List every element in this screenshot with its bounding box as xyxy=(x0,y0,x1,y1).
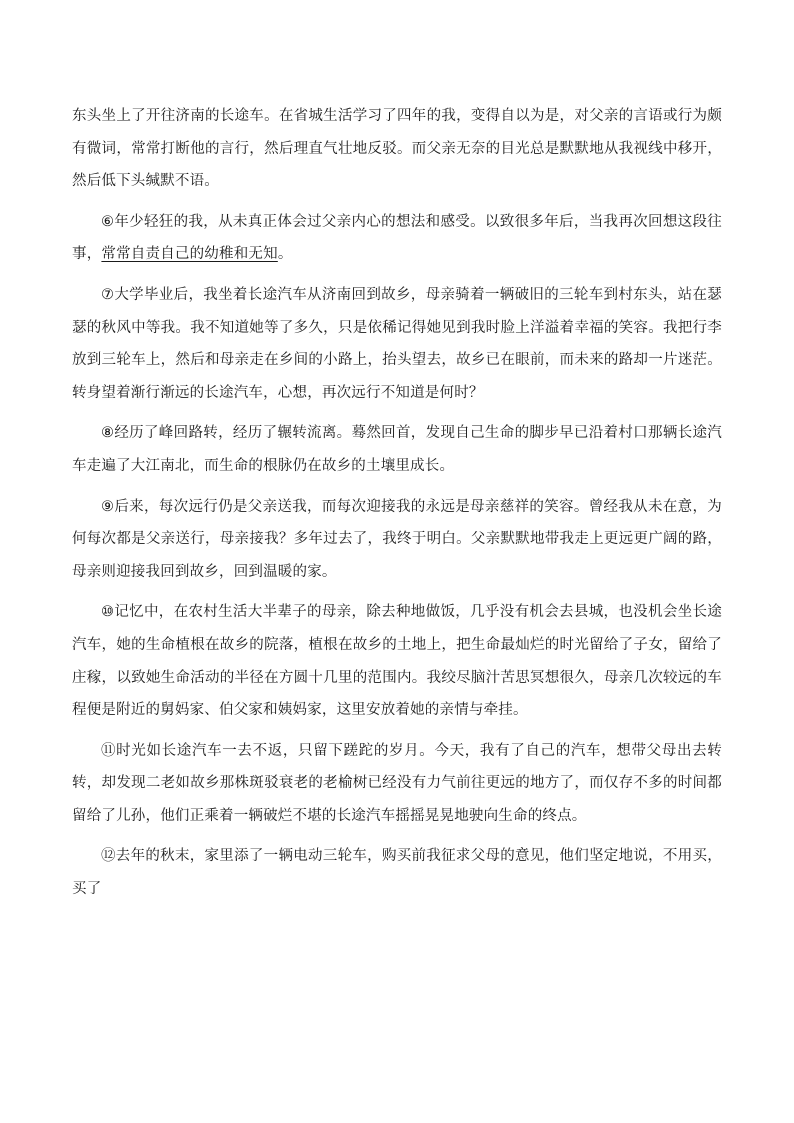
paragraph-10: ⑩记忆中，在农村生活大半辈子的母亲，除去种地做饭，几乎没有机会去县城，也没机会坐长途汽车，她的生命植根在故乡的院落，植根在故乡的土地上，把生命最灿烂的时光留给了子女，留给了庄稼，以致她生命活动的半径在方圆十几里的范围内。我绞尽脑汁苦思冥想很久，母亲几次较远的车程便是附近的舅妈家、伯父家和姨妈家，这里安放着她的亲情与牵挂。 xyxy=(72,604,722,719)
paragraph-6-text: ⑥年少轻狂的我，从未真正体会过父亲内心的想法和感受。以致很多年后，当我再次回想这段往事， xyxy=(72,213,722,263)
paragraph-11: ⑪时光如长途汽车一去不返，只留下蹉跎的岁月。今天，我有了自己的汽车，想带父母出去转转，却发现二老如故乡那株斑驳衰老的老榆树已经没有力气前往更远的地方了，而仅存不多的时间都留给了儿孙，他们正乘着一辆破烂不堪的长途汽车摇摇晃晃地驶向生命的终点。 xyxy=(72,742,722,824)
paragraph-8: ⑧经历了峰回路转，经历了辗转流离。蓦然回首，发现自己生命的脚步早已沿着村口那辆长途汽车走遍了大江南北，而生命的根脉仍在故乡的土壤里成长。 xyxy=(72,425,722,474)
paragraph-9: ⑨后来，每次远行仍是父亲送我，而每次迎接我的永远是母亲慈祥的笑容。曾经我从未在意，为何每次都是父亲送行，母亲接我？多年过去了，我终于明白。父亲默默地带我走上更远更广阔的路，母亲则迎接我回到故乡，回到温暖的家。 xyxy=(72,498,722,580)
paragraph-12: ⑫去年的秋末，家里添了一辆电动三轮车，购买前我征求父母的意见，他们坚定地说，不用买，买了 xyxy=(72,848,722,898)
paragraph-6-end: 。 xyxy=(277,246,293,263)
paragraph-6 xyxy=(72,206,722,271)
paragraph-7: ⑦大学毕业后，我坐着长途汽车从济南回到故乡，母亲骑着一辆破旧的三轮车到村东头，站在瑟瑟的秋风中等我。我不知道她等了多久，只是依稀记得她见到我时脸上洋溢着幸福的笑容。我把行李放到三轮车上，然后和母亲走在乡间的小路上，抬头望去，故乡已在眼前，而未来的路却一片迷茫。转身望着渐行渐远的长途汽车，心想，再次远行不知道是何时？ xyxy=(72,286,722,401)
underlined-phrase: 常常自责自己的幼稚和无知 xyxy=(101,246,278,263)
paragraph-continuation: 东头坐上了开往济南的长途车。在省城生活学习了四年的我，变得自以为是，对父亲的言语或行为颇有微词，常常打断他的言行，然后理直气壮地反驳。而父亲无奈的目光总是默默地从我视线中移开，然后低下头缄默不语。 xyxy=(72,108,722,190)
article-body xyxy=(72,100,722,914)
